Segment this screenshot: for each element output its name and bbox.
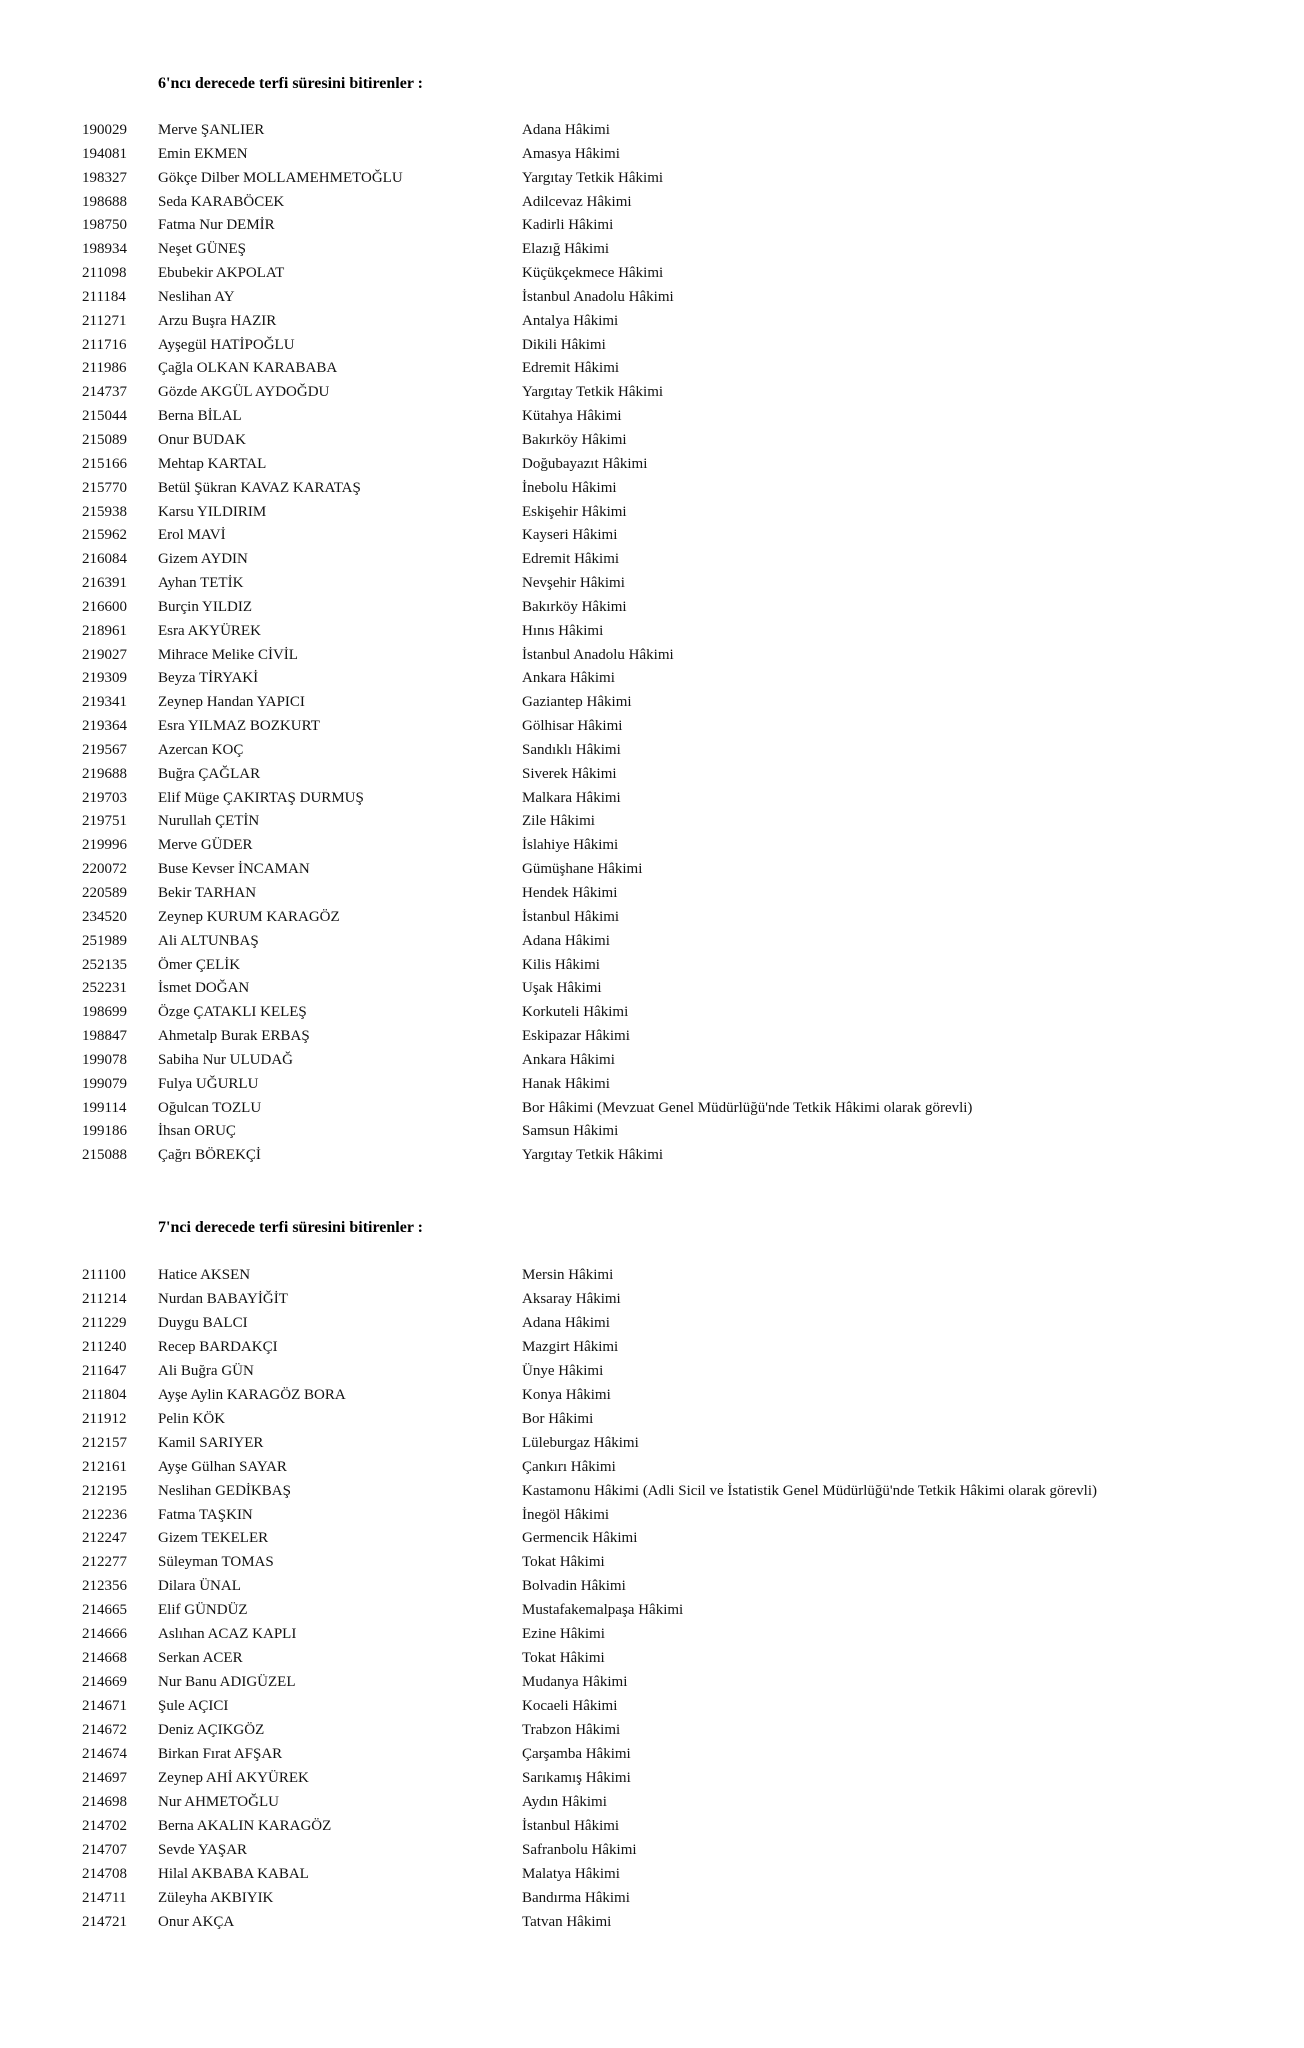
list-item	[0, 1648, 1304, 1672]
judge-position: Bolvadin Hâkimi	[522, 1578, 626, 1595]
registry-number: 218961	[82, 622, 127, 639]
judge-name: Merve ŞANLIER	[158, 122, 265, 138]
list-item	[0, 883, 1304, 907]
list-item	[0, 1026, 1304, 1050]
judge-position: Aydın Hâkimi	[522, 1793, 607, 1810]
judge-name: Pelin KÖK	[158, 1410, 226, 1427]
list-item	[0, 1552, 1304, 1576]
judge-position: Hendek Hâkimi	[522, 885, 618, 901]
judge-name: Aslıhan ACAZ KAPLI	[158, 1626, 297, 1643]
judge-name: Burçin YILDIZ	[158, 598, 252, 615]
registry-number: 216391	[82, 575, 127, 592]
list-item	[0, 1337, 1304, 1361]
registry-number: 215089	[82, 431, 127, 448]
registry-number: 190029	[82, 122, 127, 138]
judge-name: Kamil SARIYER	[158, 1434, 264, 1451]
judge-name: Çağla OLKAN KARABABA	[158, 360, 338, 377]
list-item	[0, 907, 1304, 931]
judge-name: Deniz AÇIKGÖZ	[158, 1722, 265, 1739]
judge-name: Ömer ÇELİK	[158, 956, 241, 973]
list-item	[0, 835, 1304, 859]
judge-name: Gizem TEKELER	[158, 1530, 269, 1547]
judge-name: Fatma Nur DEMİR	[158, 217, 275, 234]
registry-number: 198934	[82, 241, 127, 258]
list-item	[0, 859, 1304, 883]
judge-position: Kocaeli Hâkimi	[522, 1698, 618, 1715]
judge-position: Kayseri Hâkimi	[522, 527, 618, 544]
judge-name: Çağrı BÖREKÇİ	[158, 1147, 261, 1164]
judge-position: Lüleburgaz Hâkimi	[522, 1434, 639, 1451]
judge-list	[0, 1265, 1304, 1936]
judge-name: Ahmetalp Burak ERBAŞ	[158, 1028, 310, 1045]
judge-position: Trabzon Hâkimi	[522, 1722, 621, 1739]
judge-position: Dikili Hâkimi	[522, 336, 606, 353]
list-item	[0, 1672, 1304, 1696]
judge-name: Züleyha AKBIYIK	[158, 1889, 274, 1906]
registry-number: 211912	[82, 1410, 127, 1427]
judge-position: Malkara Hâkimi	[522, 789, 621, 806]
judge-name: Zeynep Handan YAPICI	[158, 694, 305, 711]
judge-name: Birkan Fırat AFŞAR	[158, 1746, 283, 1763]
judge-position: Kadirli Hâkimi	[522, 217, 614, 234]
registry-number: 214665	[82, 1602, 127, 1619]
judge-position: Adana Hâkimi	[522, 122, 610, 138]
judge-name: Onur AKÇA	[158, 1913, 235, 1930]
judge-name: Gözde AKGÜL AYDOĞDU	[158, 384, 330, 401]
registry-number: 214698	[82, 1793, 127, 1810]
registry-number: 214721	[82, 1913, 127, 1930]
judge-position: Tatvan Hâkimi	[522, 1913, 612, 1930]
registry-number: 199186	[82, 1123, 127, 1140]
judge-position: Konya Hâkimi	[522, 1386, 611, 1403]
registry-number: 211098	[82, 265, 127, 282]
list-item	[0, 1600, 1304, 1624]
list-item	[0, 1744, 1304, 1768]
registry-number: 211229	[82, 1314, 127, 1331]
judge-position: Bandırma Hâkimi	[522, 1889, 630, 1906]
list-item	[0, 1624, 1304, 1648]
judge-name: Hilal AKBABA KABAL	[158, 1865, 309, 1882]
registry-number: 219703	[82, 789, 127, 806]
judge-position: Uşak Hâkimi	[522, 980, 602, 997]
judge-position: Adana Hâkimi	[522, 932, 610, 949]
list-item	[0, 1816, 1304, 1840]
list-item	[0, 955, 1304, 979]
list-item	[0, 287, 1304, 311]
registry-number: 214707	[82, 1841, 127, 1858]
registry-number: 211986	[82, 360, 127, 377]
judge-position: Kastamonu Hâkimi (Adli Sicil ve İstatistik Genel Müdürlüğü'nde Tetkik Hâkimi olarak görevli)	[522, 1482, 1098, 1499]
registry-number: 252231	[82, 980, 127, 997]
judge-name: Ali ALTUNBAŞ	[158, 932, 259, 949]
registry-number: 215962	[82, 527, 127, 544]
list-item	[0, 1098, 1304, 1122]
list-item	[0, 1912, 1304, 1936]
registry-number: 211716	[82, 336, 127, 353]
judge-position: Edremit Hâkimi	[522, 551, 620, 568]
judge-position: Kilis Hâkimi	[522, 956, 600, 973]
judge-name: Serkan ACER	[158, 1650, 243, 1667]
registry-number: 219751	[82, 813, 127, 830]
registry-number: 211240	[82, 1338, 127, 1355]
registry-number: 215044	[82, 408, 127, 425]
registry-number: 219996	[82, 837, 127, 854]
registry-number: 199078	[82, 1051, 127, 1068]
registry-number: 212247	[82, 1530, 127, 1547]
list-item	[0, 168, 1304, 192]
judge-name: Hatice AKSEN	[158, 1267, 251, 1283]
list-item	[0, 1265, 1304, 1289]
judge-name: Özge ÇATAKLI KELEŞ	[158, 1004, 307, 1021]
registry-number: 212236	[82, 1506, 127, 1523]
list-item	[0, 788, 1304, 812]
judge-name: Şule AÇICI	[158, 1698, 229, 1715]
registry-number: 211184	[82, 288, 126, 305]
registry-number: 198327	[82, 169, 127, 186]
judge-position: İstanbul Anadolu Hâkimi	[522, 646, 674, 663]
registry-number: 211214	[82, 1290, 127, 1307]
judge-name: Beyza TİRYAKİ	[158, 670, 259, 687]
judge-name: Recep BARDAKÇI	[158, 1338, 278, 1355]
list-item	[0, 764, 1304, 788]
judge-name: Elif Müge ÇAKIRTAŞ DURMUŞ	[158, 789, 364, 806]
list-item	[0, 1864, 1304, 1888]
registry-number: 199079	[82, 1075, 127, 1092]
registry-number: 214666	[82, 1626, 127, 1643]
judge-position: Bakırköy Hâkimi	[522, 598, 627, 615]
judge-name: Mehtap KARTAL	[158, 455, 267, 472]
judge-position: Gölhisar Hâkimi	[522, 718, 623, 735]
registry-number: 211100	[82, 1267, 126, 1283]
registry-number: 214711	[82, 1889, 127, 1906]
judge-position: Adilcevaz Hâkimi	[522, 193, 632, 210]
registry-number: 214672	[82, 1722, 127, 1739]
list-item	[0, 1720, 1304, 1744]
judge-position: Safranbolu Hâkimi	[522, 1841, 637, 1858]
registry-number: 212157	[82, 1434, 127, 1451]
list-item	[0, 1074, 1304, 1098]
judge-position: İnebolu Hâkimi	[522, 479, 617, 496]
judge-position: Sandıklı Hâkimi	[522, 741, 621, 758]
judge-name: Ali Buğra GÜN	[158, 1362, 254, 1379]
judge-position: Mudanya Hâkimi	[522, 1674, 628, 1691]
judge-name: Neslihan GEDİKBAŞ	[158, 1482, 291, 1499]
judge-name: Betül Şükran KAVAZ KARATAŞ	[158, 479, 361, 496]
judge-name: Zeynep KURUM KARAGÖZ	[158, 908, 340, 925]
judge-name: Dilara ÜNAL	[158, 1578, 241, 1595]
list-item	[0, 621, 1304, 645]
list-item	[0, 668, 1304, 692]
judge-position: Hanak Hâkimi	[522, 1075, 610, 1092]
judge-position: Mersin Hâkimi	[522, 1267, 614, 1283]
registry-number: 214668	[82, 1650, 127, 1667]
judge-name: Ayhan TETİK	[158, 575, 244, 592]
judge-position: İstanbul Hâkimi	[522, 1817, 620, 1834]
judge-name: Elif GÜNDÜZ	[158, 1602, 248, 1619]
judge-name: Sabiha Nur ULUDAĞ	[158, 1051, 293, 1068]
judge-name: Erol MAVİ	[158, 527, 226, 544]
list-item	[0, 1576, 1304, 1600]
list-item	[0, 1888, 1304, 1912]
list-item	[0, 311, 1304, 335]
list-item	[0, 382, 1304, 406]
list-item	[0, 1385, 1304, 1409]
judge-name: Oğulcan TOZLU	[158, 1099, 262, 1116]
list-item	[0, 978, 1304, 1002]
list-item	[0, 263, 1304, 287]
list-item	[0, 1002, 1304, 1026]
registry-number: 198688	[82, 193, 127, 210]
list-item	[0, 1792, 1304, 1816]
judge-position: Germencik Hâkimi	[522, 1530, 638, 1547]
judge-name: Ayşe Gülhan SAYAR	[158, 1458, 287, 1475]
list-item	[0, 716, 1304, 740]
registry-number: 219027	[82, 646, 127, 663]
judge-position: Aksaray Hâkimi	[522, 1290, 621, 1307]
judge-position: Korkuteli Hâkimi	[522, 1004, 629, 1021]
judge-position: Eskişehir Hâkimi	[522, 503, 627, 520]
registry-number: 214697	[82, 1770, 127, 1787]
list-item	[0, 573, 1304, 597]
judge-position: İslahiye Hâkimi	[522, 837, 619, 854]
registry-number: 211647	[82, 1362, 127, 1379]
judge-position: Tokat Hâkimi	[522, 1650, 605, 1667]
list-item	[0, 215, 1304, 239]
judge-name: Fulya UĞURLU	[158, 1075, 259, 1092]
judge-position: Yargıtay Tetkik Hâkimi	[522, 169, 664, 186]
registry-number: 198699	[82, 1004, 127, 1021]
judge-name: Esra AKYÜREK	[158, 622, 261, 639]
judge-position: Bakırköy Hâkimi	[522, 431, 627, 448]
judge-name: Gizem AYDIN	[158, 551, 248, 568]
list-item	[0, 1457, 1304, 1481]
judge-name: Onur BUDAK	[158, 431, 246, 448]
registry-number: 198847	[82, 1028, 127, 1045]
judge-position: Sarıkamış Hâkimi	[522, 1770, 631, 1787]
registry-number: 214702	[82, 1817, 127, 1834]
registry-number: 216600	[82, 598, 127, 615]
judge-name: Nurdan BABAYİĞİT	[158, 1290, 288, 1307]
judge-position: Nevşehir Hâkimi	[522, 575, 625, 592]
list-item	[0, 1696, 1304, 1720]
registry-number: 214669	[82, 1674, 127, 1691]
list-item	[0, 931, 1304, 955]
registry-number: 212195	[82, 1482, 127, 1499]
judge-position: Mustafakemalpaşa Hâkimi	[522, 1602, 684, 1619]
list-item	[0, 1505, 1304, 1529]
judge-name: Nur AHMETOĞLU	[158, 1793, 279, 1810]
judge-position: Yargıtay Tetkik Hâkimi	[522, 384, 664, 401]
registry-number: 214737	[82, 384, 127, 401]
judge-name: Neşet GÜNEŞ	[158, 241, 246, 258]
judge-position: Tokat Hâkimi	[522, 1554, 605, 1571]
judge-name: Nur Banu ADIGÜZEL	[158, 1674, 296, 1691]
judge-name: Fatma TAŞKIN	[158, 1506, 253, 1523]
judge-position: Mazgirt Hâkimi	[522, 1338, 619, 1355]
list-item	[0, 358, 1304, 382]
judge-position: Edremit Hâkimi	[522, 360, 620, 377]
registry-number: 212356	[82, 1578, 127, 1595]
judge-name: Nurullah ÇETİN	[158, 813, 260, 830]
list-item	[0, 1840, 1304, 1864]
judge-position: İstanbul Hâkimi	[522, 908, 620, 925]
judge-name: Berna BİLAL	[158, 408, 242, 425]
registry-number: 220072	[82, 861, 127, 878]
judge-name: Bekir TARHAN	[158, 885, 257, 901]
list-item	[0, 430, 1304, 454]
list-item	[0, 1313, 1304, 1337]
judge-name: Gökçe Dilber MOLLAMEHMETOĞLU	[158, 169, 403, 186]
judge-name: Süleyman TOMAS	[158, 1554, 274, 1571]
list-item	[0, 1433, 1304, 1457]
registry-number: 219688	[82, 765, 127, 782]
judge-position: Ünye Hâkimi	[522, 1362, 604, 1379]
judge-position: İstanbul Anadolu Hâkimi	[522, 288, 674, 305]
judge-name: Neslihan AY	[158, 288, 235, 305]
list-item	[0, 502, 1304, 526]
list-item	[0, 740, 1304, 764]
judge-name: Duygu BALCI	[158, 1314, 248, 1331]
registry-number: 215770	[82, 479, 127, 496]
judge-position: Hınıs Hâkimi	[522, 622, 604, 639]
list-item	[0, 239, 1304, 263]
registry-number: 219567	[82, 741, 127, 758]
judge-name: Esra YILMAZ BOZKURT	[158, 718, 320, 735]
registry-number: 194081	[82, 145, 127, 162]
section-heading: 7'nci derecede terfi süresini bitirenler :	[158, 1219, 423, 1236]
registry-number: 219341	[82, 694, 127, 711]
registry-number: 215088	[82, 1147, 127, 1164]
registry-number: 216084	[82, 551, 127, 568]
judge-name: Berna AKALIN KARAGÖZ	[158, 1817, 332, 1834]
judge-position: Gümüşhane Hâkimi	[522, 861, 643, 878]
list-item	[0, 120, 1304, 144]
judge-name: Ayşegül HATİPOĞLU	[158, 336, 295, 353]
registry-number: 199114	[82, 1099, 127, 1116]
judge-name: Sevde YAŞAR	[158, 1841, 248, 1858]
judge-position: Antalya Hâkimi	[522, 312, 619, 329]
judge-position: Adana Hâkimi	[522, 1314, 610, 1331]
judge-name: Mihrace Melike CİVİL	[158, 646, 298, 663]
registry-number: 212277	[82, 1554, 127, 1571]
list-item	[0, 406, 1304, 430]
registry-number: 251989	[82, 932, 127, 949]
registry-number: 234520	[82, 908, 127, 925]
list-item	[0, 1481, 1304, 1505]
judge-position: Zile Hâkimi	[522, 813, 595, 830]
list-item	[0, 811, 1304, 835]
judge-position: Çarşamba Hâkimi	[522, 1746, 631, 1763]
judge-name: Buse Kevser İNCAMAN	[158, 861, 310, 878]
judge-position: Elazığ Hâkimi	[522, 241, 610, 258]
list-item	[0, 1121, 1304, 1145]
section-heading: 6'ncı derecede terfi süresini bitirenler :	[158, 75, 423, 92]
registry-number: 211271	[82, 312, 127, 329]
judge-name: İsmet DOĞAN	[158, 980, 250, 997]
list-item	[0, 192, 1304, 216]
list-item	[0, 549, 1304, 573]
list-item	[0, 454, 1304, 478]
registry-number: 215166	[82, 455, 127, 472]
judge-position: İnegöl Hâkimi	[522, 1506, 610, 1523]
list-item	[0, 1145, 1304, 1169]
judge-position: Ankara Hâkimi	[522, 1051, 615, 1068]
list-item	[0, 1289, 1304, 1313]
judge-list	[0, 120, 1304, 1169]
judge-position: Çankırı Hâkimi	[522, 1458, 616, 1475]
list-item	[0, 478, 1304, 502]
registry-number: 214708	[82, 1865, 127, 1882]
judge-position: Kütahya Hâkimi	[522, 408, 622, 425]
judge-name: İhsan ORUÇ	[158, 1123, 236, 1140]
list-item	[0, 1768, 1304, 1792]
registry-number: 214674	[82, 1746, 127, 1763]
judge-position: Bor Hâkimi	[522, 1410, 594, 1427]
judge-name: Seda KARABÖCEK	[158, 193, 285, 210]
list-item	[0, 1361, 1304, 1385]
list-item	[0, 525, 1304, 549]
judge-position: Samsun Hâkimi	[522, 1123, 619, 1140]
list-item	[0, 335, 1304, 359]
registry-number: 252135	[82, 956, 127, 973]
judge-position: Eskipazar Hâkimi	[522, 1028, 630, 1045]
judge-name: Ebubekir AKPOLAT	[158, 265, 285, 282]
registry-number: 214671	[82, 1698, 127, 1715]
registry-number: 211804	[82, 1386, 127, 1403]
judge-name: Azercan KOÇ	[158, 741, 244, 758]
list-item	[0, 1050, 1304, 1074]
judge-position: Gaziantep Hâkimi	[522, 694, 632, 711]
list-item	[0, 597, 1304, 621]
list-item	[0, 645, 1304, 669]
list-item	[0, 1528, 1304, 1552]
judge-position: Siverek Hâkimi	[522, 765, 617, 782]
judge-name: Arzu Buşra HAZIR	[158, 312, 277, 329]
judge-position: Ezine Hâkimi	[522, 1626, 605, 1643]
list-item	[0, 1409, 1304, 1433]
registry-number: 198750	[82, 217, 127, 234]
registry-number: 220589	[82, 885, 127, 901]
judge-name: Merve GÜDER	[158, 837, 253, 854]
registry-number: 215938	[82, 503, 127, 520]
judge-name: Karsu YILDIRIM	[158, 503, 267, 520]
judge-position: Yargıtay Tetkik Hâkimi	[522, 1147, 664, 1164]
registry-number: 219309	[82, 670, 127, 687]
judge-position: Küçükçekmece Hâkimi	[522, 265, 664, 282]
judge-position: Ankara Hâkimi	[522, 670, 615, 687]
list-item	[0, 144, 1304, 168]
registry-number: 212161	[82, 1458, 127, 1475]
judge-name: Zeynep AHİ AKYÜREK	[158, 1770, 309, 1787]
list-item	[0, 692, 1304, 716]
judge-position: Amasya Hâkimi	[522, 145, 620, 162]
judge-name: Emin EKMEN	[158, 145, 248, 162]
judge-position: Malatya Hâkimi	[522, 1865, 620, 1882]
registry-number: 219364	[82, 718, 127, 735]
judge-name: Ayşe Aylin KARAGÖZ BORA	[158, 1386, 346, 1403]
judge-position: Bor Hâkimi (Mevzuat Genel Müdürlüğü'nde Tetkik Hâkimi olarak görevli)	[522, 1099, 973, 1116]
judge-name: Buğra ÇAĞLAR	[158, 765, 261, 782]
judge-position: Doğubayazıt Hâkimi	[522, 455, 648, 472]
